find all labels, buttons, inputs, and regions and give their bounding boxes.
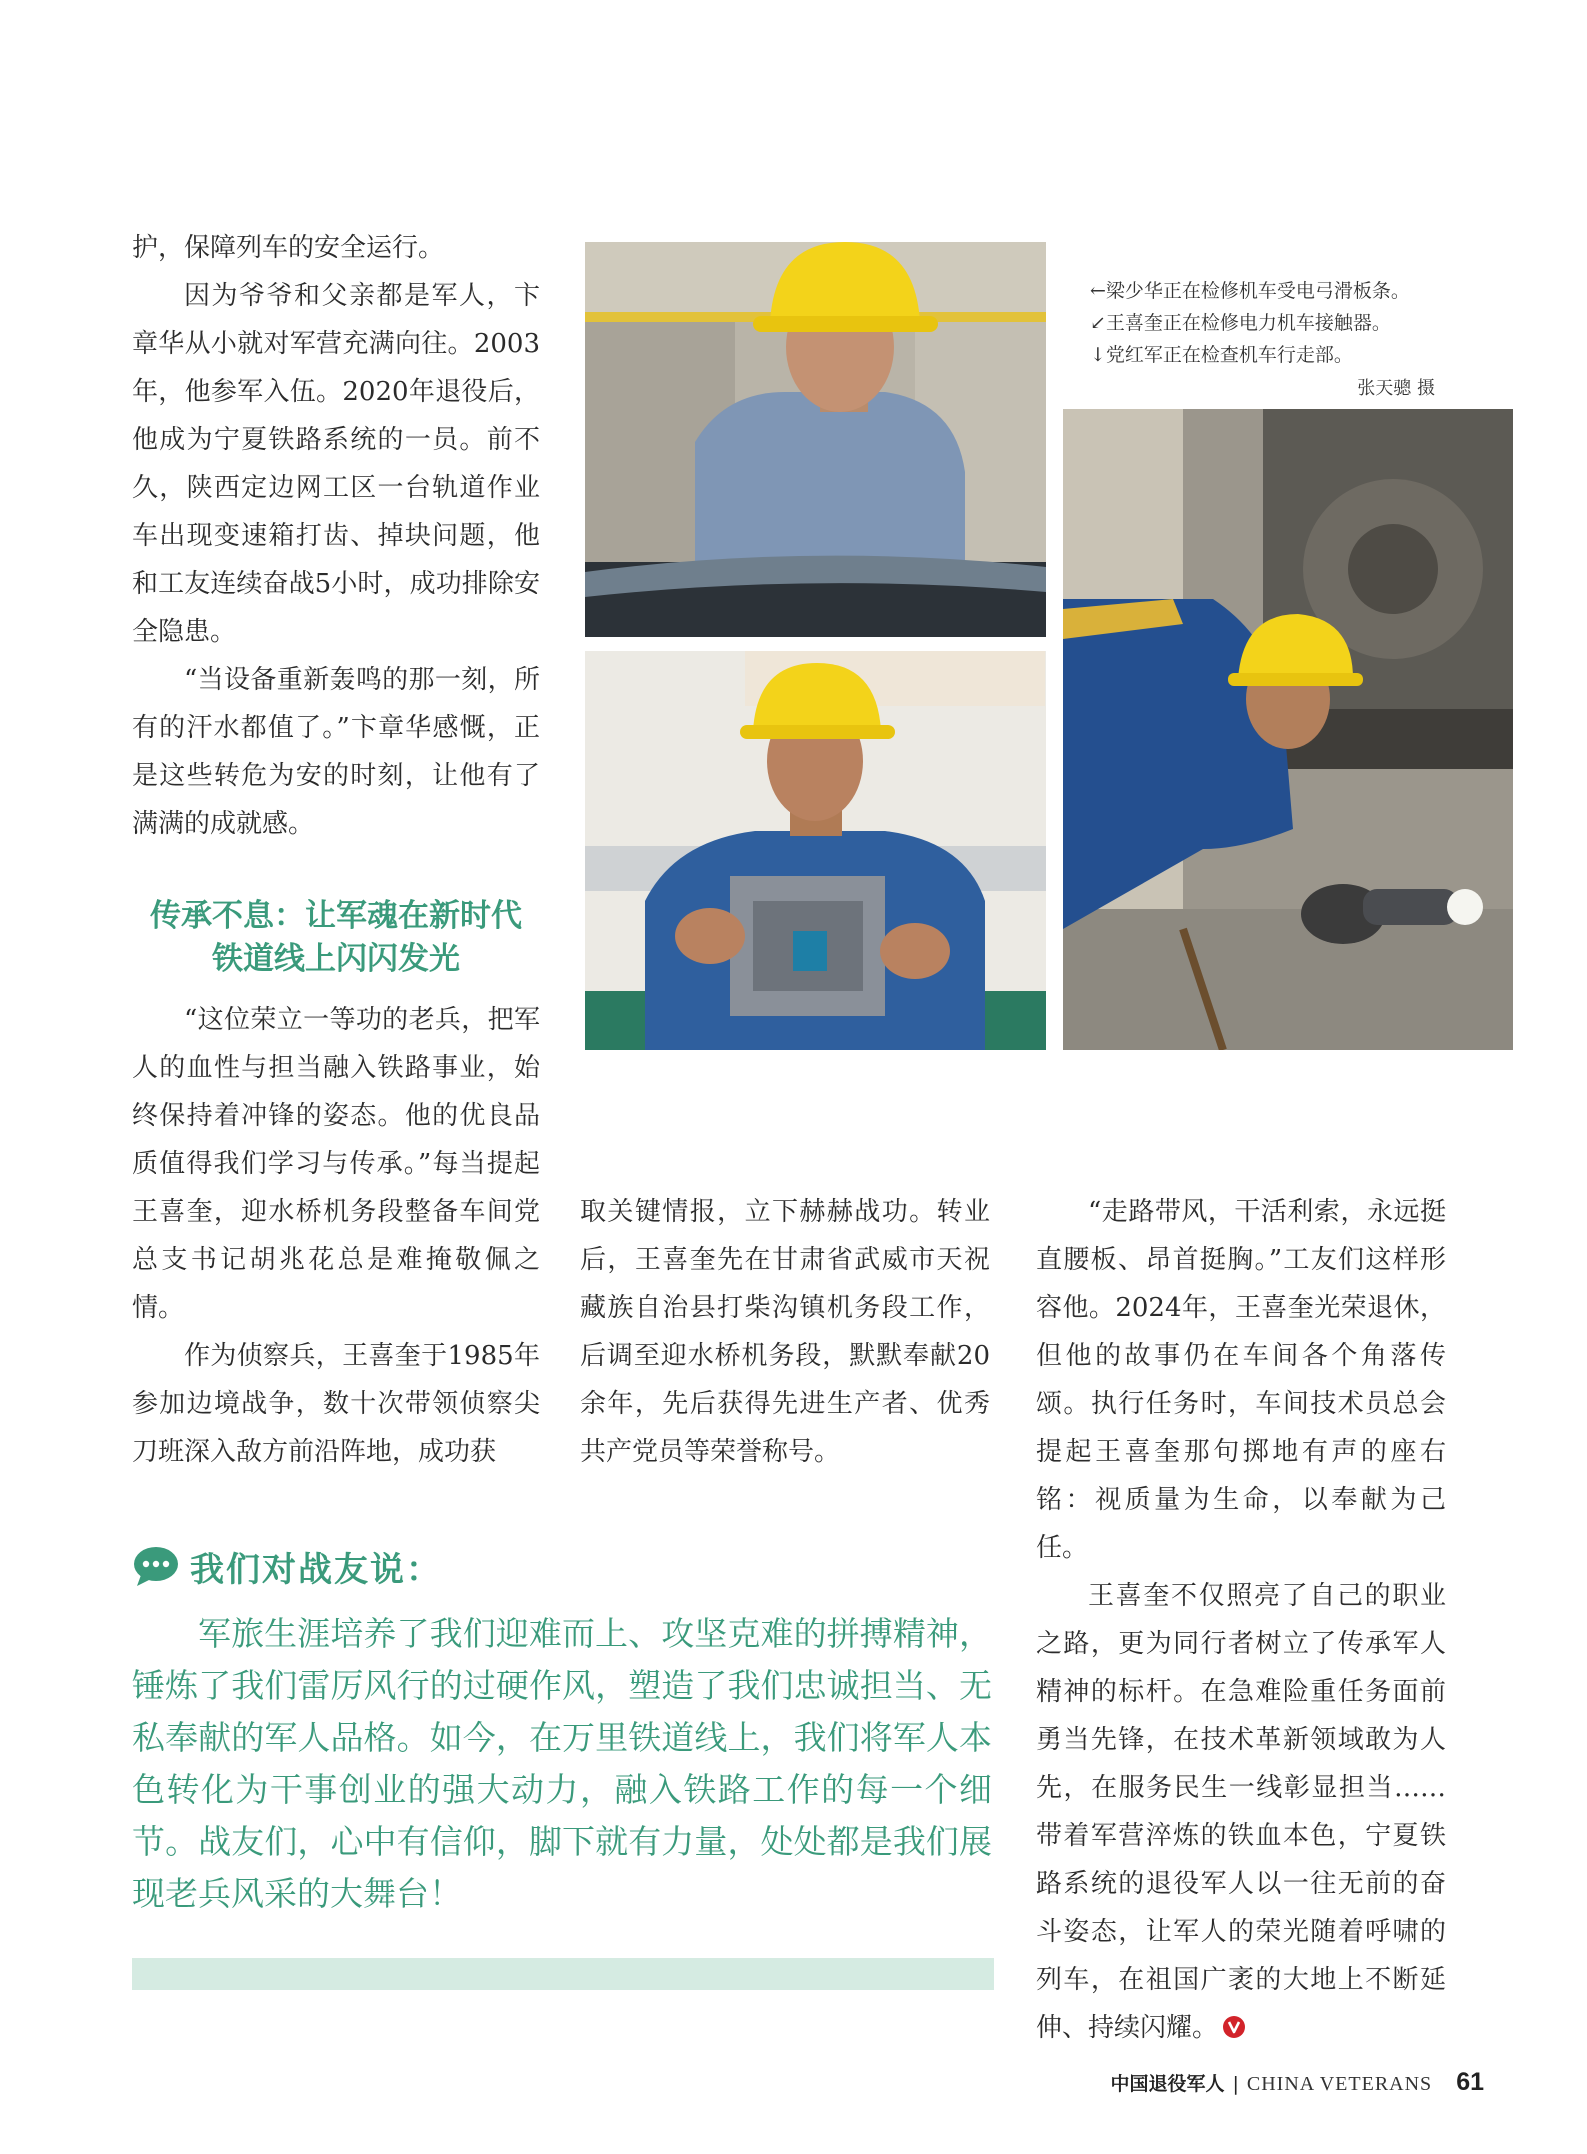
article-paragraph <box>1036 1572 1446 2052</box>
end-mark-icon <box>1222 2015 1246 2039</box>
page-footer <box>1110 2068 1484 2097</box>
article-paragraph: 护，保障列车的安全运行。 <box>132 233 445 263</box>
feature-body <box>132 1608 992 1920</box>
article-paragraph: 作为侦察兵，王喜奎于1985年参加边境战争，数十次带领侦察尖刀班深入敌方前沿阵地，成功获 <box>132 1341 540 1467</box>
feature-heading-text: 我们对战友说： <box>190 1549 442 1590</box>
photo-worker-repairing-contactor <box>585 651 1046 1050</box>
footer-magazine-name: 中国退役军人 <box>1110 2073 1225 2095</box>
article-column-right <box>1036 1188 1446 2052</box>
feature-paragraph: 军旅生涯培养了我们迎难而上、攻坚克难的拼搏精神，锤炼了我们雷厉风行的过硬作风，塑造了我们忠诚担当、无私奉献的军人品格。如今，在万里铁道线上，我们将军人本色转化为干事创业的强大动力，融入铁路工作的每一个细节。战友们，心中有信仰，脚下就有力量，处处都是我们展现老兵风采的大舞台！ <box>132 1614 992 1913</box>
photo-worker-inspecting-pantograph <box>585 242 1046 637</box>
article-paragraph: 取关键情报，立下赫赫战功。转业后，王喜奎先在甘肃省武威市天祝藏族自治县打柴沟镇机务段工作，后调至迎水桥机务段，默默奉献20余年，先后获得先进生产者、优秀共产党员等荣誉称号。 <box>580 1197 990 1467</box>
photo-credit: 张天骢 摄 <box>1357 378 1435 399</box>
article-column-left-bottom <box>132 996 540 1476</box>
section-subheading <box>132 895 540 981</box>
subheading-line: 铁道线上闪闪发光 <box>212 941 460 977</box>
page-number: 61 <box>1456 2068 1484 2096</box>
article-paragraph: “这位荣立一等功的老兵，把军人的血性与担当融入铁路事业，始终保持着冲锋的姿态。他的优良品质值得我们学习与传承。”每当提起王喜奎，迎水桥机务段整备车间党总支书记胡兆花总是难掩敬佩之情。 <box>132 1005 540 1323</box>
footer-separator: | <box>1232 2073 1239 2095</box>
article-paragraph-text: 王喜奎不仅照亮了自己的职业之路，更为同行者树立了传承军人精神的标杆。在急难险重任务面前勇当先锋，在技术革新领域敢为人先，在服务民生一线彰显担当……带着军营淬炼的铁血本色，宁夏铁路系统的退役军人以一往无前的奋斗姿态，让军人的荣光随着呼啸的列车，在祖国广袤的大地上不断延伸、持续闪耀。 <box>1036 1581 1446 2043</box>
article-column-left-top <box>132 224 540 848</box>
footer-english-name: CHINA VETERANS <box>1246 2073 1433 2095</box>
subheading-line: 传承不息：让军魂在新时代 <box>150 898 522 934</box>
speech-bubble-icon <box>132 1545 180 1587</box>
caption-line: ↙王喜奎正在检修电力机车接触器。 <box>1090 312 1391 334</box>
caption-line: ↓党红军正在检查机车行走部。 <box>1090 344 1353 366</box>
feature-heading <box>132 1538 442 1594</box>
photo-worker-checking-running-gear <box>1063 409 1513 1050</box>
caption-line: ←梁少华正在检修机车受电弓滑板条。 <box>1090 280 1410 302</box>
article-paragraph: “当设备重新轰鸣的那一刻，所有的汗水都值了。”卞章华感慨，正是这些转危为安的时刻，让他有了满满的成就感。 <box>132 665 540 839</box>
feature-decor-bar <box>132 1958 994 1990</box>
photo-captions <box>1090 275 1450 371</box>
article-column-middle <box>580 1188 990 1476</box>
article-paragraph: “走路带风，干活利索，永远挺直腰板、昂首挺胸。”工友们这样形容他。2024年，王喜奎光荣退休，但他的故事仍在车间各个角落传颂。执行任务时，车间技术员总会提起王喜奎那句掷地有声的座右铭：视质量为生命，以奉献为己任。 <box>1036 1197 1446 1563</box>
article-paragraph: 因为爷爷和父亲都是军人，卞章华从小就对军营充满向往。2003年，他参军入伍。2020年退役后，他成为宁夏铁路系统的一员。前不久，陕西定边网工区一台轨道作业车出现变速箱打齿、掉块问题，他和工友连续奋战5小时，成功排除安全隐患。 <box>132 281 540 647</box>
